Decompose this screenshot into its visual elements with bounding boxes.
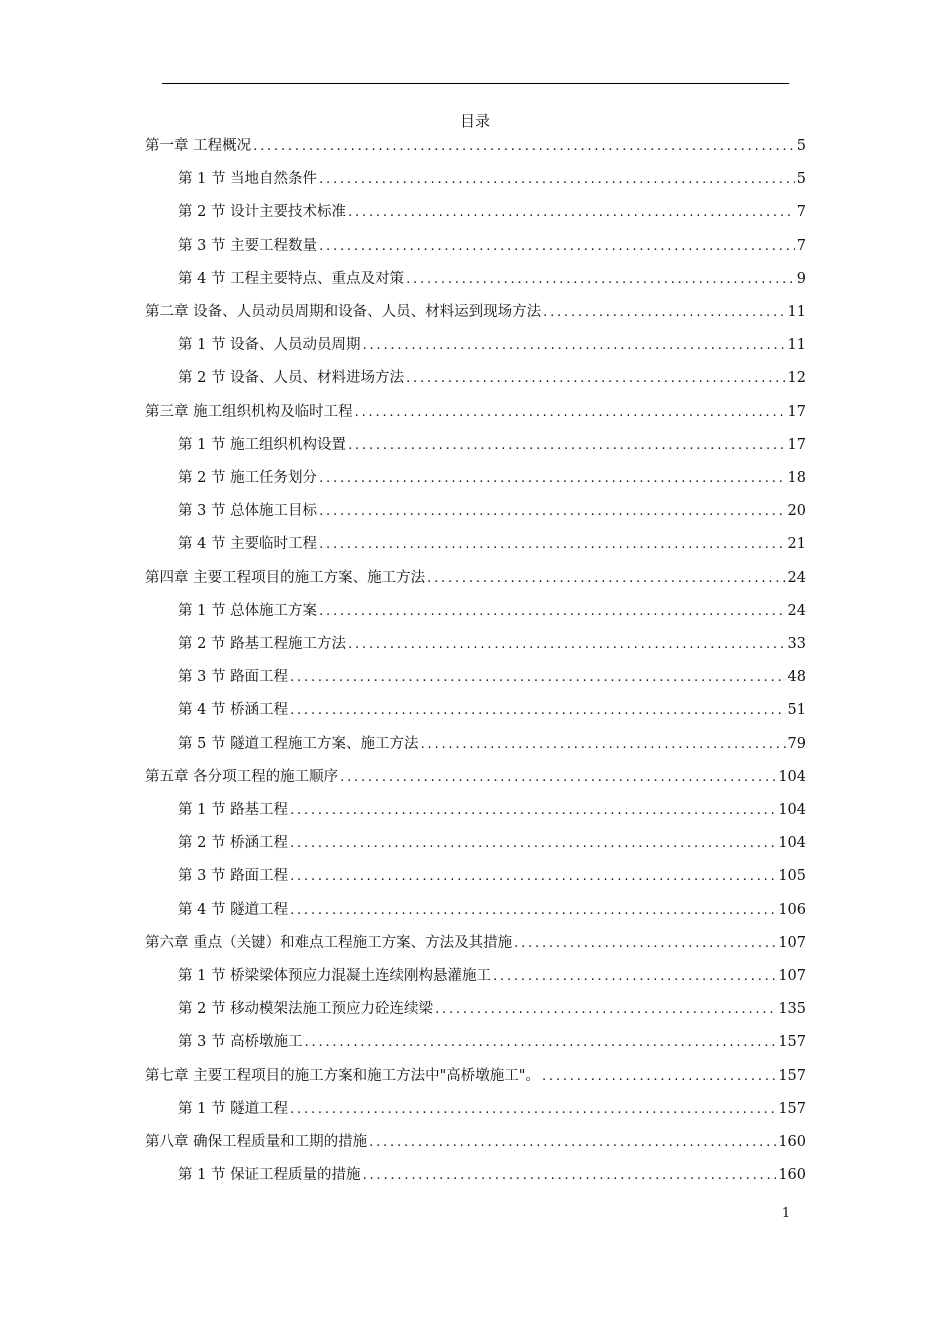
toc-entry-page: 79 bbox=[787, 735, 806, 752]
toc-entry-number: 第 2 节 bbox=[178, 204, 226, 221]
toc-leader-dots bbox=[493, 966, 776, 988]
toc-entry-page: 135 bbox=[778, 1001, 806, 1018]
toc-section-entry[interactable] bbox=[178, 1098, 806, 1120]
toc-entry-label: 主要临时工程 bbox=[230, 536, 318, 553]
toc-entry-label: 施工组织机构及临时工程 bbox=[193, 403, 353, 420]
toc-section-entry[interactable] bbox=[178, 334, 806, 356]
toc-entry-label: 设备、人员动员周期 bbox=[230, 337, 361, 354]
toc-leader-dots bbox=[363, 335, 786, 357]
toc-entry-number: 第 2 节 bbox=[178, 636, 226, 652]
toc-entry-page: 7 bbox=[796, 237, 806, 254]
toc-entry-page: 5 bbox=[796, 171, 806, 188]
toc-section-entry[interactable] bbox=[178, 799, 806, 821]
toc-entry-number: 第七章 bbox=[145, 1067, 189, 1084]
toc-entry-page: 48 bbox=[787, 669, 806, 686]
toc-chapter-entry[interactable] bbox=[145, 401, 806, 423]
toc-section-entry[interactable] bbox=[178, 434, 806, 456]
toc-entry-label: 移动模架法施工预应力砼连续梁 bbox=[230, 1001, 434, 1018]
toc-entry-label: 确保工程质量和工期的措施 bbox=[193, 1134, 368, 1150]
toc-entry-number: 第一章 bbox=[145, 138, 189, 154]
toc-entry-page: 17 bbox=[787, 436, 806, 453]
toc-leader-dots bbox=[290, 667, 785, 689]
toc-leader-dots bbox=[319, 468, 785, 490]
toc-leader-dots bbox=[406, 368, 785, 390]
toc-entry-page: 106 bbox=[778, 901, 806, 918]
toc-leader-dots bbox=[421, 734, 786, 756]
toc-leader-dots bbox=[290, 833, 776, 855]
toc-entry-number: 第 2 节 bbox=[178, 370, 226, 387]
toc-entry-label: 设计主要技术标准 bbox=[230, 204, 347, 221]
toc-section-entry[interactable] bbox=[178, 1164, 806, 1186]
toc-entry-page: 157 bbox=[778, 1100, 806, 1117]
toc-chapter-entry[interactable] bbox=[145, 567, 806, 589]
toc-entry-number: 第 3 节 bbox=[178, 1034, 226, 1051]
toc-entry-label: 各分项工程的施工顺序 bbox=[193, 768, 339, 785]
toc-section-entry[interactable] bbox=[178, 832, 806, 854]
toc-entry-label: 路基工程 bbox=[230, 802, 289, 818]
toc-leader-dots bbox=[427, 568, 785, 590]
toc-entry-number: 第 1 节 bbox=[178, 802, 226, 818]
toc-leader-dots bbox=[319, 534, 785, 556]
toc-chapter-entry[interactable] bbox=[145, 766, 806, 788]
toc-leader-dots bbox=[340, 767, 776, 789]
toc-leader-dots bbox=[319, 169, 795, 191]
toc-entry-label: 总体施工目标 bbox=[230, 503, 318, 520]
toc-entry-number: 第 3 节 bbox=[178, 503, 226, 520]
toc-entry-page: 7 bbox=[796, 204, 806, 221]
toc-entry-label: 总体施工方案 bbox=[230, 602, 318, 619]
toc-entry-page: 17 bbox=[787, 403, 806, 420]
toc-leader-dots bbox=[290, 800, 776, 822]
toc-section-entry[interactable] bbox=[178, 865, 806, 887]
toc-leader-dots bbox=[514, 933, 776, 955]
toc-leader-dots bbox=[542, 1066, 776, 1088]
toc-entry-label: 路面工程 bbox=[230, 669, 289, 686]
toc-leader-dots bbox=[369, 1132, 776, 1154]
toc-leader-dots bbox=[305, 1032, 777, 1054]
toc-leader-dots bbox=[543, 302, 785, 324]
toc-entry-label: 施工组织机构设置 bbox=[230, 436, 347, 453]
toc-entry-page: 11 bbox=[787, 337, 806, 354]
toc-leader-dots bbox=[348, 202, 795, 224]
toc-entry-page: 33 bbox=[787, 636, 806, 652]
toc-entry-number: 第 1 节 bbox=[178, 602, 226, 619]
toc-leader-dots bbox=[290, 700, 785, 722]
toc-entry-label: 隧道工程 bbox=[230, 1100, 289, 1117]
toc-entry-number: 第 4 节 bbox=[178, 702, 226, 719]
toc-section-entry[interactable] bbox=[178, 965, 806, 987]
toc-leader-dots bbox=[363, 1165, 777, 1187]
toc-entry-number: 第 1 节 bbox=[178, 337, 226, 354]
toc-leader-dots bbox=[319, 501, 785, 523]
toc-entry-page: 160 bbox=[778, 1134, 806, 1150]
toc-entry-page: 104 bbox=[778, 802, 806, 818]
toc-entry-page: 157 bbox=[778, 1034, 806, 1051]
toc-leader-dots bbox=[253, 136, 795, 158]
toc-entry-page: 24 bbox=[787, 602, 806, 619]
toc-entry-label: 隧道工程 bbox=[230, 901, 289, 918]
toc-entry-label: 主要工程项目的施工方案、施工方法 bbox=[193, 569, 426, 586]
toc-section-entry[interactable] bbox=[178, 699, 806, 721]
toc-leader-dots bbox=[348, 634, 785, 656]
toc-leader-dots bbox=[355, 402, 786, 424]
toc-entry-number: 第 4 节 bbox=[178, 536, 226, 553]
toc-entry-label: 路基工程施工方法 bbox=[230, 636, 347, 652]
toc-leader-dots bbox=[290, 900, 776, 922]
toc-title: 目录 bbox=[459, 112, 490, 130]
toc-leader-dots bbox=[348, 435, 785, 457]
toc-entry-page: 157 bbox=[778, 1067, 806, 1084]
toc-entry-page: 20 bbox=[787, 503, 806, 520]
toc-entry-page: 107 bbox=[778, 968, 806, 984]
toc-chapter-entry[interactable] bbox=[145, 135, 806, 157]
toc-entry-label: 桥涵工程 bbox=[230, 702, 289, 719]
toc-section-entry[interactable] bbox=[178, 367, 806, 389]
toc-entry-page: 104 bbox=[778, 768, 806, 785]
toc-entry-number: 第八章 bbox=[145, 1134, 189, 1150]
toc-entry-page: 160 bbox=[778, 1167, 806, 1184]
toc-entry-page: 105 bbox=[778, 868, 806, 885]
toc-entry-number: 第五章 bbox=[145, 768, 189, 785]
toc-entry-number: 第 4 节 bbox=[178, 270, 226, 287]
toc-entry-page: 12 bbox=[787, 370, 806, 387]
toc-entry-number: 第 3 节 bbox=[178, 868, 226, 885]
toc-section-entry[interactable] bbox=[178, 998, 806, 1020]
toc-entry-number: 第 2 节 bbox=[178, 1001, 226, 1018]
toc-entry-label: 保证工程质量的措施 bbox=[230, 1167, 361, 1184]
toc-entry-label: 桥梁梁体预应力混凝土连续刚构悬灌施工 bbox=[230, 968, 492, 984]
toc-entry-number: 第二章 bbox=[145, 304, 189, 320]
toc-entry-page: 5 bbox=[796, 138, 806, 154]
header-rule bbox=[162, 83, 789, 84]
toc-entry-number: 第 2 节 bbox=[178, 835, 226, 852]
toc-entry-page: 21 bbox=[787, 536, 806, 553]
toc-section-entry[interactable] bbox=[178, 168, 806, 190]
toc-entry-number: 第 5 节 bbox=[178, 735, 226, 752]
toc-entry-number: 第六章 bbox=[145, 934, 189, 951]
toc-chapter-entry[interactable] bbox=[145, 1131, 806, 1153]
toc-section-entry[interactable] bbox=[178, 600, 806, 622]
toc-entry-number: 第 3 节 bbox=[178, 237, 226, 254]
toc-entry-number: 第三章 bbox=[145, 403, 189, 420]
toc-section-entry[interactable] bbox=[178, 235, 806, 257]
toc-leader-dots bbox=[406, 269, 795, 291]
toc-entry-label: 桥涵工程 bbox=[230, 835, 289, 852]
toc-section-entry[interactable] bbox=[178, 666, 806, 688]
toc-entry-page: 107 bbox=[778, 934, 806, 951]
toc-section-entry[interactable] bbox=[178, 500, 806, 522]
toc-section-entry[interactable] bbox=[178, 899, 806, 921]
toc-entry-label: 施工任务划分 bbox=[230, 470, 318, 486]
toc-entry-number: 第 4 节 bbox=[178, 901, 226, 918]
toc-section-entry[interactable] bbox=[178, 533, 806, 555]
toc-leader-dots bbox=[290, 866, 776, 888]
toc-entry-page: 9 bbox=[796, 270, 806, 287]
toc-section-entry[interactable] bbox=[178, 633, 806, 655]
toc-entry-label: 当地自然条件 bbox=[230, 171, 318, 188]
toc-entry-page: 11 bbox=[787, 304, 806, 320]
toc-section-entry[interactable] bbox=[178, 467, 806, 489]
toc-entry-label: 设备、人员、材料进场方法 bbox=[230, 370, 405, 387]
toc-entry-number: 第 1 节 bbox=[178, 1100, 226, 1117]
toc-chapter-entry[interactable] bbox=[145, 932, 806, 954]
toc-entry-label: 主要工程数量 bbox=[230, 237, 318, 254]
toc-section-entry[interactable] bbox=[178, 1031, 806, 1053]
toc-leader-dots bbox=[435, 999, 776, 1021]
toc-section-entry[interactable] bbox=[178, 201, 806, 223]
toc-section-entry[interactable] bbox=[178, 733, 806, 755]
toc-entry-number: 第四章 bbox=[145, 569, 189, 586]
toc-entry-number: 第 3 节 bbox=[178, 669, 226, 686]
toc-entry-label: 高桥墩施工 bbox=[230, 1034, 303, 1051]
toc-leader-dots bbox=[290, 1099, 776, 1121]
toc-chapter-entry[interactable] bbox=[145, 301, 806, 323]
toc-entry-label: 工程概况 bbox=[193, 138, 252, 154]
toc-chapter-entry[interactable] bbox=[145, 1065, 806, 1087]
toc-entry-label: 设备、人员动员周期和设备、人员、材料运到现场方法 bbox=[193, 304, 542, 320]
toc-entry-label: 主要工程项目的施工方案和施工方法中"高桥墩施工"。 bbox=[193, 1067, 540, 1084]
page-number: 1 bbox=[781, 1206, 791, 1221]
toc-entry-label: 工程主要特点、重点及对策 bbox=[230, 270, 405, 287]
toc-entry-label: 隧道工程施工方案、施工方法 bbox=[230, 735, 419, 752]
toc-entry-page: 18 bbox=[787, 470, 806, 486]
toc-entry-label: 重点（关键）和难点工程施工方案、方法及其措施 bbox=[193, 934, 513, 951]
toc-entry-number: 第 1 节 bbox=[178, 968, 226, 984]
toc-section-entry[interactable] bbox=[178, 268, 806, 290]
toc-entry-number: 第 1 节 bbox=[178, 171, 226, 188]
toc-entry-number: 第 2 节 bbox=[178, 470, 226, 486]
toc-entry-number: 第 1 节 bbox=[178, 1167, 226, 1184]
toc-entry-page: 104 bbox=[778, 835, 806, 852]
toc-entry-number: 第 1 节 bbox=[178, 436, 226, 453]
toc-entry-page: 51 bbox=[787, 702, 806, 719]
toc-entry-label: 路面工程 bbox=[230, 868, 289, 885]
toc-entry-page: 24 bbox=[787, 569, 806, 586]
toc-leader-dots bbox=[319, 601, 785, 623]
toc-leader-dots bbox=[319, 236, 795, 258]
